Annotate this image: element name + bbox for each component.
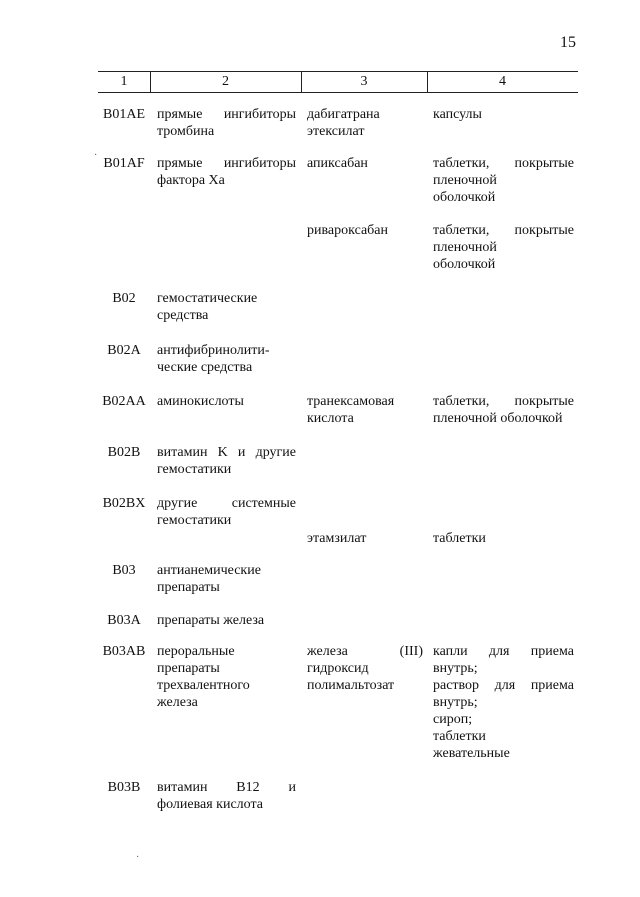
atc-code: B03A [107, 613, 141, 628]
scan-speck: · [136, 852, 140, 863]
atc-code: B02AA [102, 394, 146, 409]
pharm-group: гемостатические средства [157, 291, 258, 323]
dosage-form: капли для приема внутрь; раствор для приема внутрь; сироп; таблетки жевательные [433, 644, 574, 761]
atc-code: B01AE [103, 107, 145, 122]
header-col-1: 1 [120, 74, 128, 89]
pharm-group: витамин B12 и фолиевая кислота [157, 780, 296, 812]
substance: дабигатрана этексилат [307, 107, 380, 139]
pharm-group: прямые ингибиторы тромбина [157, 107, 296, 139]
pharm-group: антифибринолити- ческие средства [157, 343, 270, 375]
atc-code: B03AB [102, 644, 146, 659]
substance: железа (III) гидроксид полимальтозат [307, 644, 423, 693]
substance: ривароксабан [307, 223, 389, 238]
atc-code: B02BX [102, 496, 146, 511]
substance: этамзилат [307, 531, 367, 546]
dosage-form: капсулы [433, 107, 482, 122]
header-bottom-rule [98, 92, 578, 93]
dosage-form: таблетки, покрытые пленочной оболочкой [433, 394, 574, 426]
page-number: 15 [560, 34, 576, 51]
pharm-group: препараты железа [157, 613, 265, 628]
dosage-form: таблетки [433, 531, 486, 546]
scan-speck: · [94, 150, 98, 161]
substance: транексамовая кислота [307, 394, 395, 426]
header-col-3: 3 [360, 74, 368, 89]
substance: апиксабан [307, 156, 368, 171]
dosage-form: таблетки, покрытые пленочной оболочкой [433, 223, 574, 272]
pharm-group: витамин K и другие гемостатики [157, 445, 296, 477]
dosage-form: таблетки, покрытые пленочной оболочкой [433, 156, 574, 205]
header-col-2: 2 [222, 74, 229, 89]
pharm-group: другие системные гемостатики [157, 496, 296, 528]
pharm-group: аминокислоты [157, 394, 244, 409]
pharm-group: прямые ингибиторы фактора Ха [157, 156, 296, 188]
atc-code: B03 [112, 563, 136, 578]
atc-code: B02 [112, 291, 136, 306]
atc-code: B01AF [103, 156, 145, 171]
pharm-group: антианемические препараты [157, 563, 261, 595]
atc-code: B02A [107, 343, 141, 358]
atc-code: B03B [107, 780, 141, 795]
header-col-4: 4 [499, 74, 506, 89]
atc-code: B02B [107, 445, 141, 460]
pharm-group: пероральные препараты трехвалентного железа [157, 644, 250, 710]
